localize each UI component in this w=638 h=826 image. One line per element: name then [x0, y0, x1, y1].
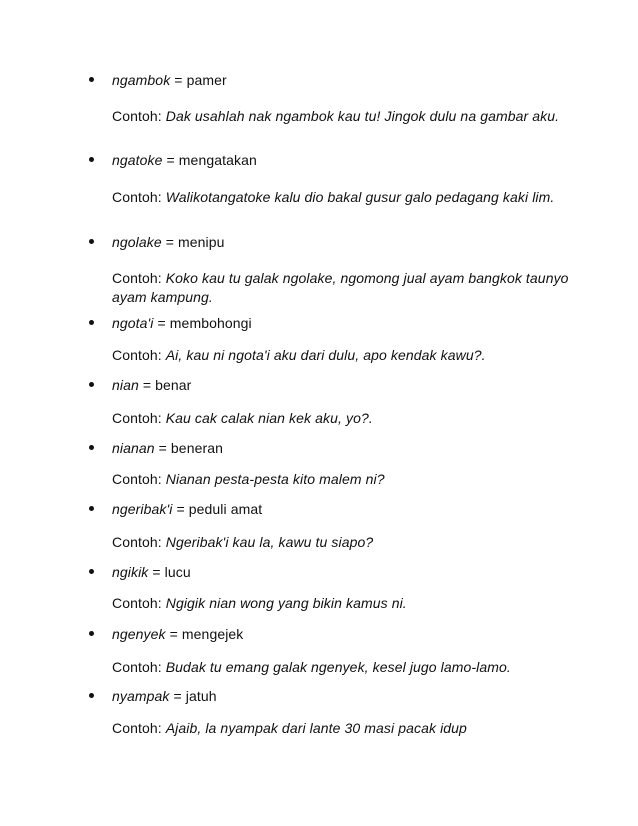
bullet-icon [89, 506, 94, 511]
example-sentence: Ngeribak'i kau la, kawu tu siapo? [165, 534, 374, 550]
equals-sign: = [148, 564, 165, 580]
equals-sign: = [165, 626, 182, 642]
entry-heading [0, 375, 638, 395]
equals-sign: = [162, 152, 179, 168]
entry-meaning: mengejek [181, 626, 244, 642]
entry-heading-text [112, 375, 191, 395]
entry-example [112, 269, 572, 307]
list-item [0, 375, 638, 426]
list-item [0, 499, 638, 550]
example-label: Contoh: [112, 471, 166, 487]
example-sentence: Ngigik nian wong yang bikin kamus ni. [165, 595, 407, 611]
equals-sign: = [161, 234, 179, 250]
list-item [0, 313, 638, 363]
equals-sign: = [169, 688, 186, 704]
bullet-icon [89, 239, 94, 244]
equals-sign: = [170, 72, 187, 88]
example-label: Contoh: [112, 534, 166, 550]
entry-heading-text [112, 232, 225, 252]
example-label: Contoh: [112, 270, 166, 286]
bullet-icon [89, 569, 94, 574]
entry-heading [0, 499, 638, 519]
bullet-icon [89, 445, 94, 450]
entry-example [112, 719, 572, 738]
equals-sign: = [154, 440, 171, 456]
example-label: Contoh: [112, 189, 166, 205]
entry-heading [0, 313, 638, 333]
entry-term: nian [112, 377, 139, 393]
bullet-icon [89, 157, 94, 162]
example-label: Contoh: [112, 410, 166, 426]
entry-heading-text [112, 150, 257, 170]
entry-heading-text [112, 438, 223, 458]
entry-heading-text [112, 70, 227, 90]
entry-term: ngeribak'i [112, 501, 173, 517]
entry-heading-text [112, 686, 217, 706]
list-item [0, 438, 638, 487]
example-sentence: Ai, kau ni ngota'i aku dari dulu, apo kendak kawu?. [165, 347, 486, 363]
example-label: Contoh: [112, 659, 166, 675]
entry-meaning: pamer [186, 72, 227, 88]
example-label: Contoh: [112, 595, 166, 611]
entry-example [112, 409, 572, 428]
entry-heading [0, 70, 638, 90]
list-item [0, 232, 638, 305]
entry-meaning: menipu [178, 234, 225, 250]
bullet-icon [89, 77, 94, 82]
equals-sign: = [138, 377, 156, 393]
example-label: Contoh: [112, 347, 166, 363]
entry-heading-text [112, 499, 262, 519]
example-label: Contoh: [112, 720, 166, 736]
entry-meaning: lucu [164, 564, 191, 580]
list-item [0, 562, 638, 611]
entry-heading [0, 562, 638, 582]
entry-example [112, 658, 572, 677]
entry-example [112, 470, 572, 489]
list-item [0, 150, 638, 205]
entry-example [112, 107, 572, 126]
bullet-icon [89, 693, 94, 698]
entry-heading [0, 438, 638, 458]
entry-term: ngolake [112, 234, 162, 250]
list-item [0, 624, 638, 675]
entry-heading-text [112, 624, 243, 644]
entry-example [112, 188, 572, 207]
example-sentence: Koko kau tu galak ngolake, ngomong jual ayam bangkok taunyo ayam kampung. [112, 270, 569, 305]
equals-sign: = [153, 315, 170, 331]
example-label: Contoh: [112, 108, 166, 124]
bullet-icon [89, 382, 94, 387]
entry-heading [0, 624, 638, 644]
example-sentence: Kau cak calak nian kek aku, yo?. [165, 410, 373, 426]
entry-heading-text [112, 562, 191, 582]
example-sentence: Ajaib, la nyampak dari lante 30 masi pacak idup [165, 720, 467, 736]
list-item [0, 686, 638, 736]
entry-heading-text [112, 313, 252, 333]
list-item [0, 70, 638, 124]
entry-term: nyampak [112, 688, 170, 704]
entry-term: ngikik [112, 564, 149, 580]
entry-meaning: membohongi [169, 315, 252, 331]
entry-heading [0, 150, 638, 170]
entry-meaning: peduli amat [188, 501, 263, 517]
entry-example [112, 594, 572, 613]
equals-sign: = [172, 501, 189, 517]
example-sentence: Walikotangatoke kalu dio bakal gusur galo pedagang kaki lim. [165, 189, 555, 205]
entry-term: nianan [112, 440, 155, 456]
bullet-icon [89, 320, 94, 325]
entry-meaning: jatuh [185, 688, 217, 704]
entry-meaning: benar [155, 377, 192, 393]
entry-meaning: mengatakan [178, 152, 257, 168]
example-sentence: Budak tu emang galak ngenyek, kesel jugo lamo-lamo. [165, 659, 511, 675]
example-sentence: Dak usahlah nak ngambok kau tu! Jingok dulu na gambar aku. [165, 108, 560, 124]
entry-heading [0, 686, 638, 706]
entry-term: ngambok [112, 72, 171, 88]
bullet-icon [89, 631, 94, 636]
entry-term: ngatoke [112, 152, 163, 168]
entry-term: ngota'i [112, 315, 154, 331]
entry-example [112, 346, 572, 365]
entry-term: ngenyek [112, 626, 166, 642]
entry-meaning: beneran [170, 440, 224, 456]
entry-example [112, 533, 572, 552]
entry-heading [0, 232, 638, 252]
example-sentence: Nianan pesta-pesta kito malem ni? [165, 471, 385, 487]
